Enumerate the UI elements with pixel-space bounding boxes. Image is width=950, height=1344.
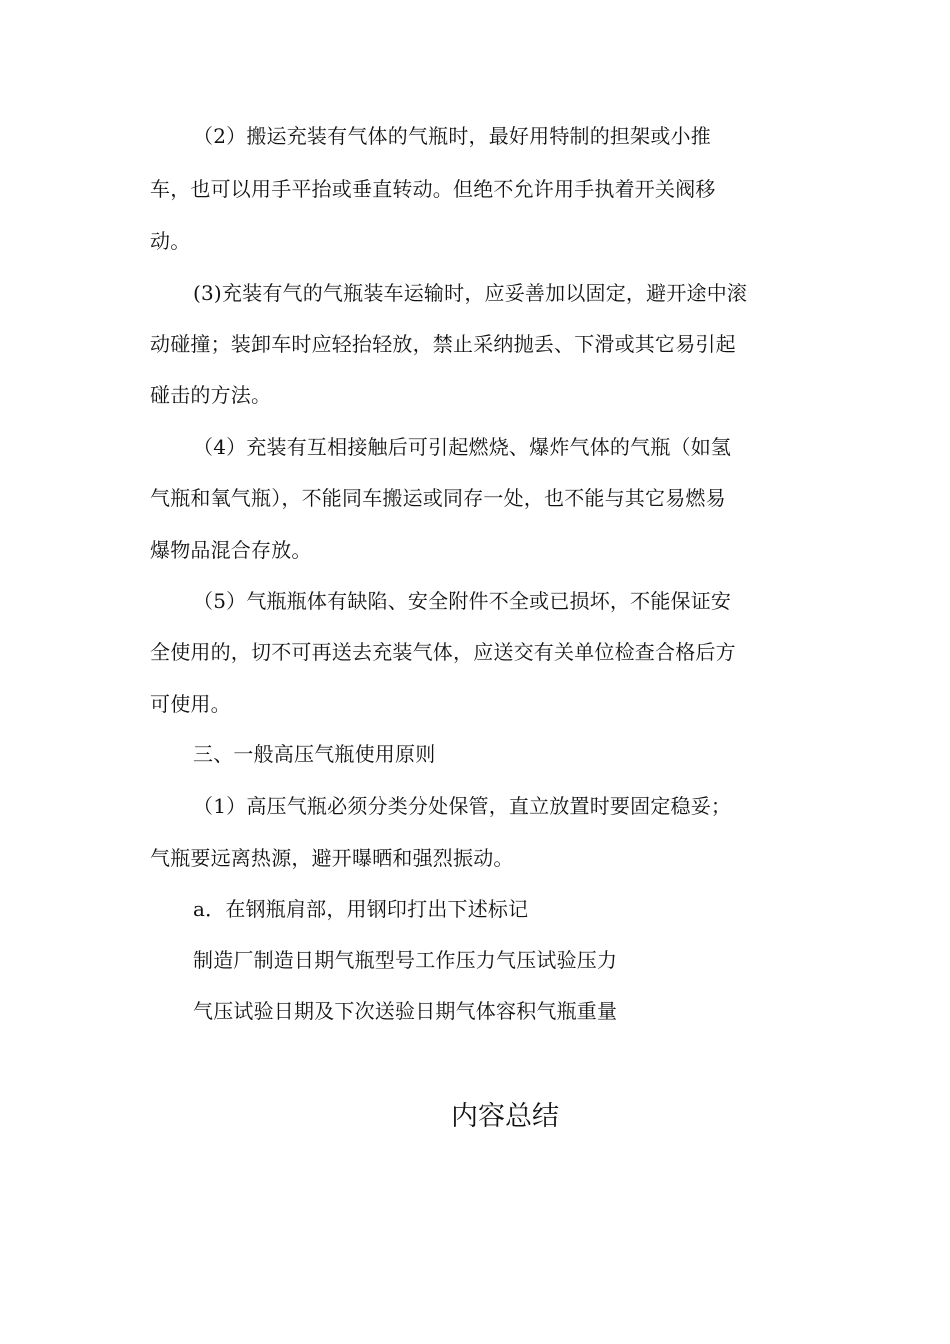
section-heading-3: 三、一般高压气瓶使用原则	[193, 742, 436, 766]
paragraph-3-line-1: (3)充装有气的气瓶装车运输时，应妥善加以固定，避开途中滚	[193, 281, 748, 305]
paragraph-3-line-2: 动碰撞；装卸车时应轻抬轻放，禁止采纳抛丢、下滑或其它易引起	[150, 332, 736, 356]
rule-1-line-1: （1）高压气瓶必须分类分处保管，直立放置时要固定稳妥；	[193, 794, 732, 818]
marking-list-line-1: 制造厂制造日期气瓶型号工作压力气压试验压力	[193, 948, 618, 972]
item-a: a．在钢瓶肩部，用钢印打出下述标记	[193, 897, 529, 921]
paragraph-3-line-3: 碰击的方法。	[150, 383, 272, 407]
paragraph-2-line-3: 动。	[150, 229, 191, 253]
rule-1-line-2: 气瓶要远离热源，避开曝晒和强烈振动。	[150, 846, 514, 870]
paragraph-5-line-1: （5）气瓶瓶体有缺陷、安全附件不全或已损坏，不能保证安	[193, 589, 732, 613]
paragraph-4-line-3: 爆物品混合存放。	[150, 538, 312, 562]
paragraph-4-line-1: （4）充装有互相接触后可引起燃烧、爆炸气体的气瓶（如氢	[193, 435, 732, 459]
marking-list-line-2: 气压试验日期及下次送验日期气体容积气瓶重量	[193, 999, 618, 1023]
paragraph-2-line-1: （2）搬运充装有气体的气瓶时，最好用特制的担架或小推	[193, 124, 711, 148]
summary-heading: 内容总结	[451, 1101, 559, 1132]
paragraph-4-line-2: 气瓶和氧气瓶），不能同车搬运或同存一处，也不能与其它易燃易	[150, 486, 726, 510]
paragraph-5-line-2: 全使用的，切不可再送去充装气体，应送交有关单位检查合格后方	[150, 640, 736, 664]
paragraph-5-line-3: 可使用。	[150, 692, 231, 716]
paragraph-2-line-2: 车，也可以用手平抬或垂直转动。但绝不允许用手执着开关阀移	[150, 177, 716, 201]
